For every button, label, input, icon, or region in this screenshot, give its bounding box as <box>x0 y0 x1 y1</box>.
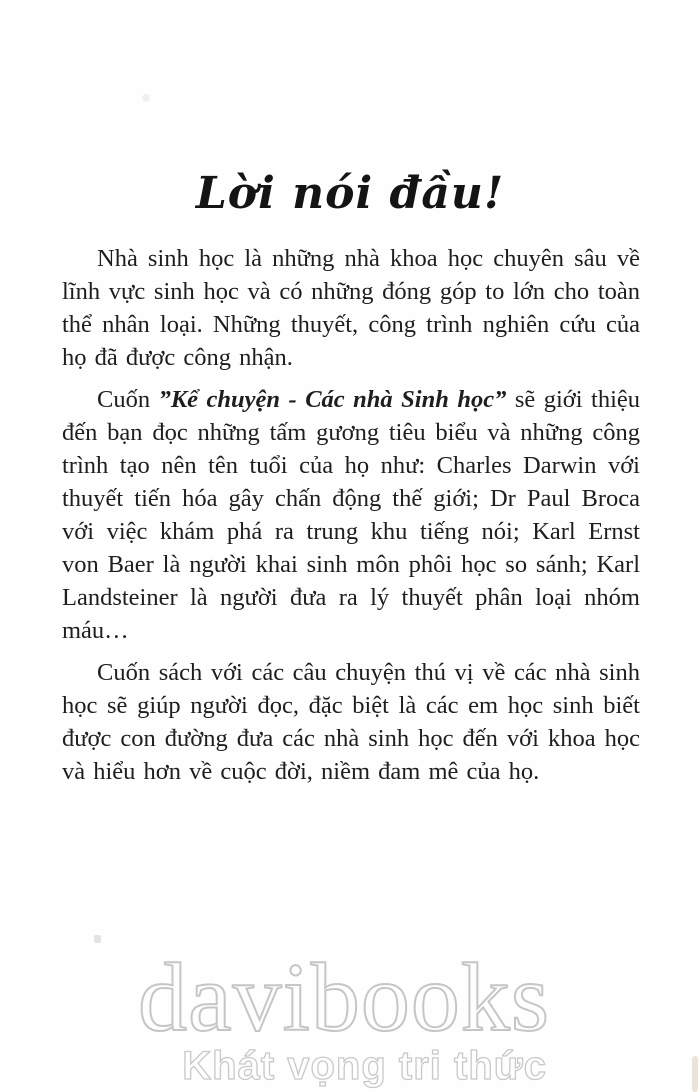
paragraph-text: Cuốn <box>97 386 159 413</box>
watermark-slogan: Khát vọng tri thức <box>182 1044 547 1088</box>
paragraph <box>62 656 640 788</box>
page-edge-mark <box>692 1056 698 1092</box>
book-title-emphasis: ”Kể chuyện - Các nhà Sinh học” <box>158 386 507 413</box>
body-text <box>0 242 700 788</box>
paragraph <box>62 242 640 374</box>
scan-speck <box>142 94 150 102</box>
page-title: Lời nói đầu! <box>195 168 505 219</box>
watermark-brand: davibooks <box>138 944 550 1052</box>
paragraph-text: Cuốn sách với các câu chuyện thú vị về các nhà sinh học sẽ giúp người đọc, đặc biệt là các em học sinh biết được con đường đưa các nhà sinh học đến với khoa học và hiểu hơn về cuộc đời, niềm đam mê của họ. <box>62 659 640 785</box>
scan-speck <box>94 935 101 943</box>
paragraph <box>62 383 640 647</box>
paragraph-text: Nhà sinh học là những nhà khoa học chuyên sâu về lĩnh vực sinh học và có những đóng góp to lớn cho toàn thể nhân loại. Những thuyết, công trình nghiên cứu của họ đã được công nhận. <box>62 245 640 371</box>
paragraph-text: sẽ giới thiệu đến bạn đọc những tấm gương tiêu biểu và những công trình tạo nên tên tuổi của họ như: Charles Darwin với thuyết tiến hóa gây chấn động thế giới; Dr Paul Broca với việc khám phá ra trung khu tiếng nói; Karl Ernst von Baer là người khai sinh môn phôi học so sánh; Karl Landsteiner là người đưa ra lý thuyết phân loại nhóm máu… <box>62 386 641 644</box>
